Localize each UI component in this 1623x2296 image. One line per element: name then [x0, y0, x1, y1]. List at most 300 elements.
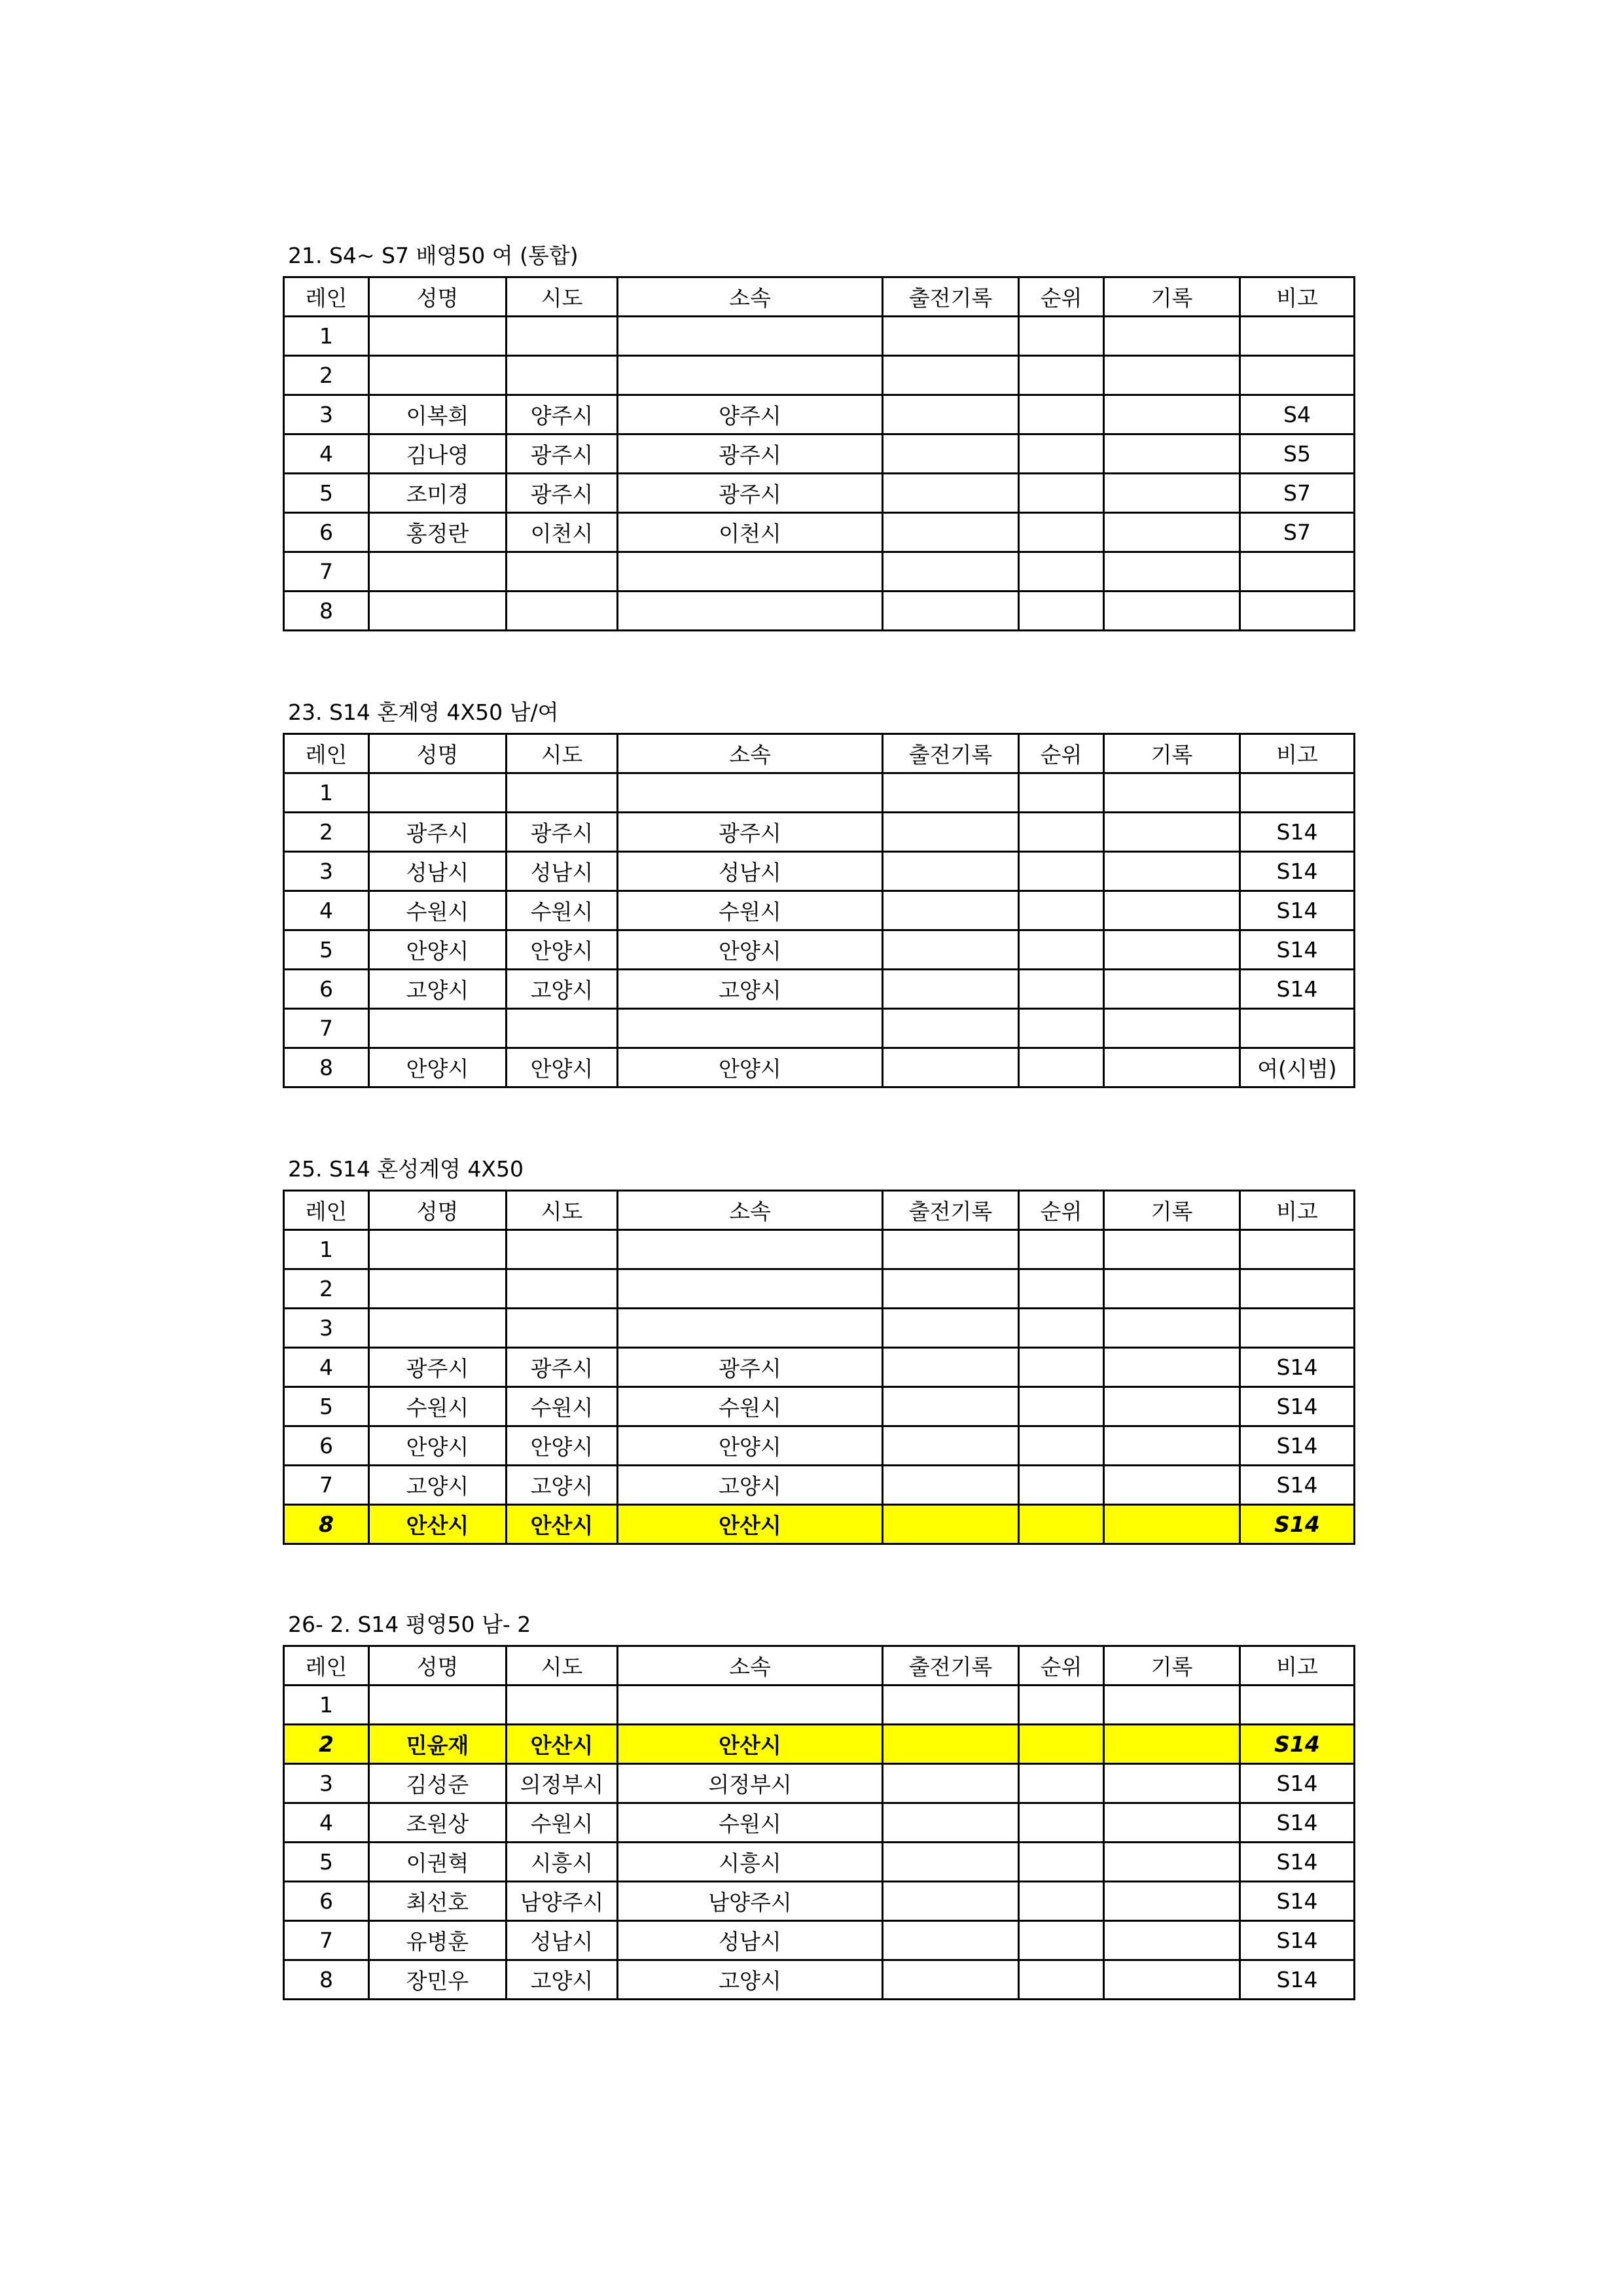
- rank-cell: [1019, 513, 1104, 552]
- city-cell: 광주시: [507, 474, 618, 513]
- record-cell: [1104, 1230, 1240, 1269]
- name-cell: 조원상: [369, 1803, 507, 1843]
- team-cell: 수원시: [618, 891, 883, 930]
- record-cell: [1104, 773, 1240, 813]
- record-cell: [1104, 1009, 1240, 1048]
- lane-cell: 8: [284, 592, 369, 631]
- col-header-entry-record: 출전기록: [883, 1191, 1019, 1230]
- city-cell: 안양시: [507, 1426, 618, 1466]
- name-cell: 유병훈: [369, 1921, 507, 1960]
- name-cell: 안양시: [369, 930, 507, 970]
- city-cell: 안산시: [507, 1505, 618, 1544]
- table-row: [284, 1960, 1355, 2000]
- lane-cell: 2: [284, 1725, 369, 1764]
- entry-record-cell: [883, 474, 1019, 513]
- note-cell: S4: [1240, 395, 1355, 434]
- city-cell: 시흥시: [507, 1843, 618, 1882]
- note-cell: [1240, 356, 1355, 395]
- record-cell: [1104, 813, 1240, 852]
- team-cell: 고양시: [618, 970, 883, 1009]
- rank-cell: [1019, 317, 1104, 356]
- entry-record-cell: [883, 1921, 1019, 1960]
- col-header-rank: 순위: [1019, 1191, 1104, 1230]
- header-row: [284, 277, 1355, 317]
- record-cell: [1104, 1466, 1240, 1505]
- col-header-lane: 레인: [284, 1191, 369, 1230]
- record-cell: [1104, 852, 1240, 891]
- rank-cell: [1019, 1843, 1104, 1882]
- city-cell: 수원시: [507, 1803, 618, 1843]
- city-cell: 안양시: [507, 1048, 618, 1087]
- rank-cell: [1019, 1505, 1104, 1544]
- rank-cell: [1019, 434, 1104, 474]
- city-cell: [507, 1686, 618, 1725]
- name-cell: 성남시: [369, 852, 507, 891]
- table-row: [284, 474, 1355, 513]
- note-cell: S14: [1240, 930, 1355, 970]
- city-cell: 성남시: [507, 1921, 618, 1960]
- city-cell: 성남시: [507, 852, 618, 891]
- name-cell: [369, 1009, 507, 1048]
- event-title: 21. S4~ S7 배영50 여 (통합): [288, 243, 579, 268]
- record-cell: [1104, 513, 1240, 552]
- note-cell: S14: [1240, 970, 1355, 1009]
- name-cell: 안산시: [369, 1505, 507, 1544]
- col-header-team: 소속: [618, 1191, 883, 1230]
- table-row: [284, 1309, 1355, 1348]
- team-cell: [618, 1230, 883, 1269]
- rank-cell: [1019, 474, 1104, 513]
- entry-record-cell: [883, 1230, 1019, 1269]
- table-row-highlighted: [284, 1505, 1355, 1544]
- note-cell: S14: [1240, 1725, 1355, 1764]
- note-cell: S14: [1240, 1505, 1355, 1544]
- rank-cell: [1019, 1230, 1104, 1269]
- lane-cell: 3: [284, 1764, 369, 1803]
- city-cell: [507, 1230, 618, 1269]
- event-title: 23. S14 혼계영 4X50 남/여: [288, 699, 559, 725]
- col-header-record: 기록: [1104, 1646, 1240, 1686]
- lane-cell: 2: [284, 356, 369, 395]
- city-cell: 고양시: [507, 1466, 618, 1505]
- record-cell: [1104, 552, 1240, 592]
- record-cell: [1104, 1048, 1240, 1087]
- entry-record-cell: [883, 852, 1019, 891]
- lane-cell: 5: [284, 474, 369, 513]
- name-cell: 최선호: [369, 1882, 507, 1921]
- record-cell: [1104, 1309, 1240, 1348]
- city-cell: 의정부시: [507, 1764, 618, 1803]
- lane-cell: 4: [284, 891, 369, 930]
- note-cell: S14: [1240, 1921, 1355, 1960]
- heat-table: [283, 1645, 1355, 2000]
- rank-cell: [1019, 813, 1104, 852]
- city-cell: 광주시: [507, 1348, 618, 1387]
- col-header-lane: 레인: [284, 277, 369, 317]
- lane-cell: 6: [284, 1882, 369, 1921]
- lane-cell: 8: [284, 1505, 369, 1544]
- col-header-note: 비고: [1240, 277, 1355, 317]
- name-cell: [369, 356, 507, 395]
- table-row: [284, 1048, 1355, 1087]
- lane-cell: 4: [284, 434, 369, 474]
- city-cell: 고양시: [507, 1960, 618, 2000]
- entry-record-cell: [883, 1009, 1019, 1048]
- name-cell: [369, 773, 507, 813]
- note-cell: [1240, 1309, 1355, 1348]
- note-cell: S14: [1240, 1387, 1355, 1426]
- team-cell: 의정부시: [618, 1764, 883, 1803]
- table-row: [284, 1921, 1355, 1960]
- city-cell: 광주시: [507, 813, 618, 852]
- name-cell: [369, 1269, 507, 1309]
- name-cell: 민윤재: [369, 1725, 507, 1764]
- col-header-team: 소속: [618, 1646, 883, 1686]
- header-row: [284, 1191, 1355, 1230]
- city-cell: [507, 773, 618, 813]
- city-cell: [507, 592, 618, 631]
- table-row: [284, 891, 1355, 930]
- lane-cell: 3: [284, 852, 369, 891]
- record-cell: [1104, 1803, 1240, 1843]
- note-cell: S14: [1240, 1882, 1355, 1921]
- rank-cell: [1019, 852, 1104, 891]
- record-cell: [1104, 1686, 1240, 1725]
- rank-cell: [1019, 395, 1104, 434]
- name-cell: 광주시: [369, 813, 507, 852]
- team-cell: 성남시: [618, 1921, 883, 1960]
- entry-record-cell: [883, 513, 1019, 552]
- name-cell: [369, 1309, 507, 1348]
- team-cell: 광주시: [618, 813, 883, 852]
- entry-record-cell: [883, 592, 1019, 631]
- rank-cell: [1019, 1764, 1104, 1803]
- name-cell: 장민우: [369, 1960, 507, 2000]
- record-cell: [1104, 395, 1240, 434]
- col-header-name: 성명: [369, 1646, 507, 1686]
- city-cell: 안양시: [507, 930, 618, 970]
- lane-cell: 5: [284, 1387, 369, 1426]
- entry-record-cell: [883, 434, 1019, 474]
- record-cell: [1104, 1843, 1240, 1882]
- entry-record-cell: [883, 1048, 1019, 1087]
- entry-record-cell: [883, 1843, 1019, 1882]
- record-cell: [1104, 1882, 1240, 1921]
- event-section: [283, 236, 1353, 631]
- table-row: [284, 1426, 1355, 1466]
- entry-record-cell: [883, 395, 1019, 434]
- record-cell: [1104, 1764, 1240, 1803]
- team-cell: [618, 1269, 883, 1309]
- entry-record-cell: [883, 970, 1019, 1009]
- record-cell: [1104, 1426, 1240, 1466]
- rank-cell: [1019, 1309, 1104, 1348]
- lane-cell: 5: [284, 1843, 369, 1882]
- record-cell: [1104, 1725, 1240, 1764]
- record-cell: [1104, 1505, 1240, 1544]
- city-cell: [507, 1009, 618, 1048]
- name-cell: 수원시: [369, 1387, 507, 1426]
- rank-cell: [1019, 1009, 1104, 1048]
- rank-cell: [1019, 891, 1104, 930]
- lane-cell: 7: [284, 1921, 369, 1960]
- name-cell: 광주시: [369, 1348, 507, 1387]
- note-cell: S14: [1240, 1466, 1355, 1505]
- table-row: [284, 1882, 1355, 1921]
- header-row: [284, 734, 1355, 773]
- note-cell: S14: [1240, 1960, 1355, 2000]
- heat-table: [283, 276, 1355, 631]
- col-header-entry-record: 출전기록: [883, 1646, 1019, 1686]
- event-section: [283, 692, 1353, 1088]
- table-row: [284, 592, 1355, 631]
- entry-record-cell: [883, 930, 1019, 970]
- rank-cell: [1019, 592, 1104, 631]
- heat-table: [283, 1190, 1355, 1545]
- note-cell: S14: [1240, 1803, 1355, 1843]
- col-header-record: 기록: [1104, 277, 1240, 317]
- team-cell: 수원시: [618, 1803, 883, 1843]
- city-cell: [507, 317, 618, 356]
- lane-cell: 7: [284, 552, 369, 592]
- entry-record-cell: [883, 1686, 1019, 1725]
- table-row: [284, 317, 1355, 356]
- record-cell: [1104, 1960, 1240, 2000]
- table-row: [284, 356, 1355, 395]
- entry-record-cell: [883, 1882, 1019, 1921]
- record-cell: [1104, 1921, 1240, 1960]
- rank-cell: [1019, 1803, 1104, 1843]
- team-cell: 고양시: [618, 1466, 883, 1505]
- team-cell: 광주시: [618, 474, 883, 513]
- entry-record-cell: [883, 891, 1019, 930]
- table-row: [284, 930, 1355, 970]
- team-cell: 안양시: [618, 1048, 883, 1087]
- team-cell: 광주시: [618, 1348, 883, 1387]
- name-cell: 조미경: [369, 474, 507, 513]
- record-cell: [1104, 1269, 1240, 1309]
- record-cell: [1104, 891, 1240, 930]
- col-header-rank: 순위: [1019, 1646, 1104, 1686]
- team-cell: [618, 592, 883, 631]
- city-cell: 이천시: [507, 513, 618, 552]
- team-cell: [618, 1009, 883, 1048]
- name-cell: 안양시: [369, 1048, 507, 1087]
- table-row: [284, 395, 1355, 434]
- team-cell: [618, 552, 883, 592]
- lane-cell: 2: [284, 813, 369, 852]
- note-cell: S7: [1240, 513, 1355, 552]
- table-row: [284, 1466, 1355, 1505]
- col-header-name: 성명: [369, 734, 507, 773]
- table-row: [284, 1843, 1355, 1882]
- team-cell: 성남시: [618, 852, 883, 891]
- entry-record-cell: [883, 1466, 1019, 1505]
- note-cell: [1240, 317, 1355, 356]
- rank-cell: [1019, 1387, 1104, 1426]
- team-cell: 안양시: [618, 1426, 883, 1466]
- lane-cell: 6: [284, 513, 369, 552]
- team-cell: 양주시: [618, 395, 883, 434]
- table-row: [284, 434, 1355, 474]
- city-cell: [507, 1269, 618, 1309]
- rank-cell: [1019, 1466, 1104, 1505]
- entry-record-cell: [883, 1348, 1019, 1387]
- team-cell: 남양주시: [618, 1882, 883, 1921]
- note-cell: S7: [1240, 474, 1355, 513]
- note-cell: [1240, 1686, 1355, 1725]
- team-cell: [618, 356, 883, 395]
- rank-cell: [1019, 773, 1104, 813]
- col-header-name: 성명: [369, 1191, 507, 1230]
- rank-cell: [1019, 1882, 1104, 1921]
- rank-cell: [1019, 1725, 1104, 1764]
- table-row: [284, 513, 1355, 552]
- team-cell: 수원시: [618, 1387, 883, 1426]
- name-cell: 홍정란: [369, 513, 507, 552]
- note-cell: S14: [1240, 891, 1355, 930]
- record-cell: [1104, 317, 1240, 356]
- entry-record-cell: [883, 1309, 1019, 1348]
- lane-cell: 1: [284, 1230, 369, 1269]
- name-cell: [369, 317, 507, 356]
- name-cell: 수원시: [369, 891, 507, 930]
- name-cell: 고양시: [369, 970, 507, 1009]
- team-cell: 시흥시: [618, 1843, 883, 1882]
- table-row: [284, 1348, 1355, 1387]
- note-cell: S14: [1240, 1348, 1355, 1387]
- table-row-highlighted: [284, 1725, 1355, 1764]
- col-header-city: 시도: [507, 277, 618, 317]
- table-row: [284, 970, 1355, 1009]
- lane-cell: 4: [284, 1803, 369, 1843]
- lane-cell: 8: [284, 1960, 369, 2000]
- rank-cell: [1019, 1348, 1104, 1387]
- team-cell: 광주시: [618, 434, 883, 474]
- entry-record-cell: [883, 1426, 1019, 1466]
- col-header-team: 소속: [618, 734, 883, 773]
- record-cell: [1104, 970, 1240, 1009]
- note-cell: [1240, 773, 1355, 813]
- col-header-city: 시도: [507, 1191, 618, 1230]
- note-cell: S14: [1240, 1426, 1355, 1466]
- team-cell: 이천시: [618, 513, 883, 552]
- name-cell: 김성준: [369, 1764, 507, 1803]
- record-cell: [1104, 592, 1240, 631]
- record-cell: [1104, 434, 1240, 474]
- name-cell: 김나영: [369, 434, 507, 474]
- col-header-note: 비고: [1240, 1191, 1355, 1230]
- lane-cell: 1: [284, 1686, 369, 1725]
- table-row: [284, 1009, 1355, 1048]
- team-cell: [618, 317, 883, 356]
- col-header-city: 시도: [507, 734, 618, 773]
- city-cell: 양주시: [507, 395, 618, 434]
- lane-cell: 1: [284, 773, 369, 813]
- entry-record-cell: [883, 813, 1019, 852]
- rank-cell: [1019, 552, 1104, 592]
- rank-cell: [1019, 356, 1104, 395]
- lane-cell: 7: [284, 1466, 369, 1505]
- col-header-lane: 레인: [284, 1646, 369, 1686]
- city-cell: 고양시: [507, 970, 618, 1009]
- entry-record-cell: [883, 552, 1019, 592]
- rank-cell: [1019, 1269, 1104, 1309]
- col-header-rank: 순위: [1019, 277, 1104, 317]
- entry-record-cell: [883, 1505, 1019, 1544]
- city-cell: 수원시: [507, 1387, 618, 1426]
- lane-cell: 6: [284, 970, 369, 1009]
- lane-cell: 1: [284, 317, 369, 356]
- team-cell: [618, 1686, 883, 1725]
- col-header-team: 소속: [618, 277, 883, 317]
- team-cell: 고양시: [618, 1960, 883, 2000]
- note-cell: S14: [1240, 852, 1355, 891]
- col-header-note: 비고: [1240, 734, 1355, 773]
- col-header-city: 시도: [507, 1646, 618, 1686]
- note-cell: S14: [1240, 1843, 1355, 1882]
- table-row: [284, 1387, 1355, 1426]
- rank-cell: [1019, 1048, 1104, 1087]
- heat-table: [283, 733, 1355, 1088]
- note-cell: S14: [1240, 1764, 1355, 1803]
- entry-record-cell: [883, 1764, 1019, 1803]
- rank-cell: [1019, 1921, 1104, 1960]
- col-header-entry-record: 출전기록: [883, 277, 1019, 317]
- event-section: [283, 1149, 1353, 1545]
- entry-record-cell: [883, 1725, 1019, 1764]
- col-header-record: 기록: [1104, 734, 1240, 773]
- rank-cell: [1019, 1686, 1104, 1725]
- note-cell: [1240, 1009, 1355, 1048]
- lane-cell: 6: [284, 1426, 369, 1466]
- record-cell: [1104, 1387, 1240, 1426]
- record-cell: [1104, 1348, 1240, 1387]
- note-cell: [1240, 552, 1355, 592]
- event-title: 26- 2. S14 평영50 남- 2: [288, 1612, 531, 1637]
- name-cell: 안양시: [369, 1426, 507, 1466]
- city-cell: 안산시: [507, 1725, 618, 1764]
- note-cell: S5: [1240, 434, 1355, 474]
- table-row: [284, 813, 1355, 852]
- lane-cell: 5: [284, 930, 369, 970]
- col-header-rank: 순위: [1019, 734, 1104, 773]
- team-cell: 안산시: [618, 1505, 883, 1544]
- table-row: [284, 852, 1355, 891]
- col-header-lane: 레인: [284, 734, 369, 773]
- team-cell: [618, 1309, 883, 1348]
- city-cell: [507, 356, 618, 395]
- header-row: [284, 1646, 1355, 1686]
- entry-record-cell: [883, 773, 1019, 813]
- team-cell: 안산시: [618, 1725, 883, 1764]
- lane-cell: 7: [284, 1009, 369, 1048]
- city-cell: 남양주시: [507, 1882, 618, 1921]
- name-cell: [369, 1230, 507, 1269]
- note-cell: S14: [1240, 813, 1355, 852]
- name-cell: [369, 1686, 507, 1725]
- name-cell: 이권혁: [369, 1843, 507, 1882]
- entry-record-cell: [883, 356, 1019, 395]
- col-header-name: 성명: [369, 277, 507, 317]
- col-header-record: 기록: [1104, 1191, 1240, 1230]
- entry-record-cell: [883, 1960, 1019, 2000]
- table-row: [284, 1269, 1355, 1309]
- table-row: [284, 1230, 1355, 1269]
- note-cell: 여(시범): [1240, 1048, 1355, 1087]
- city-cell: [507, 1309, 618, 1348]
- lane-cell: 3: [284, 1309, 369, 1348]
